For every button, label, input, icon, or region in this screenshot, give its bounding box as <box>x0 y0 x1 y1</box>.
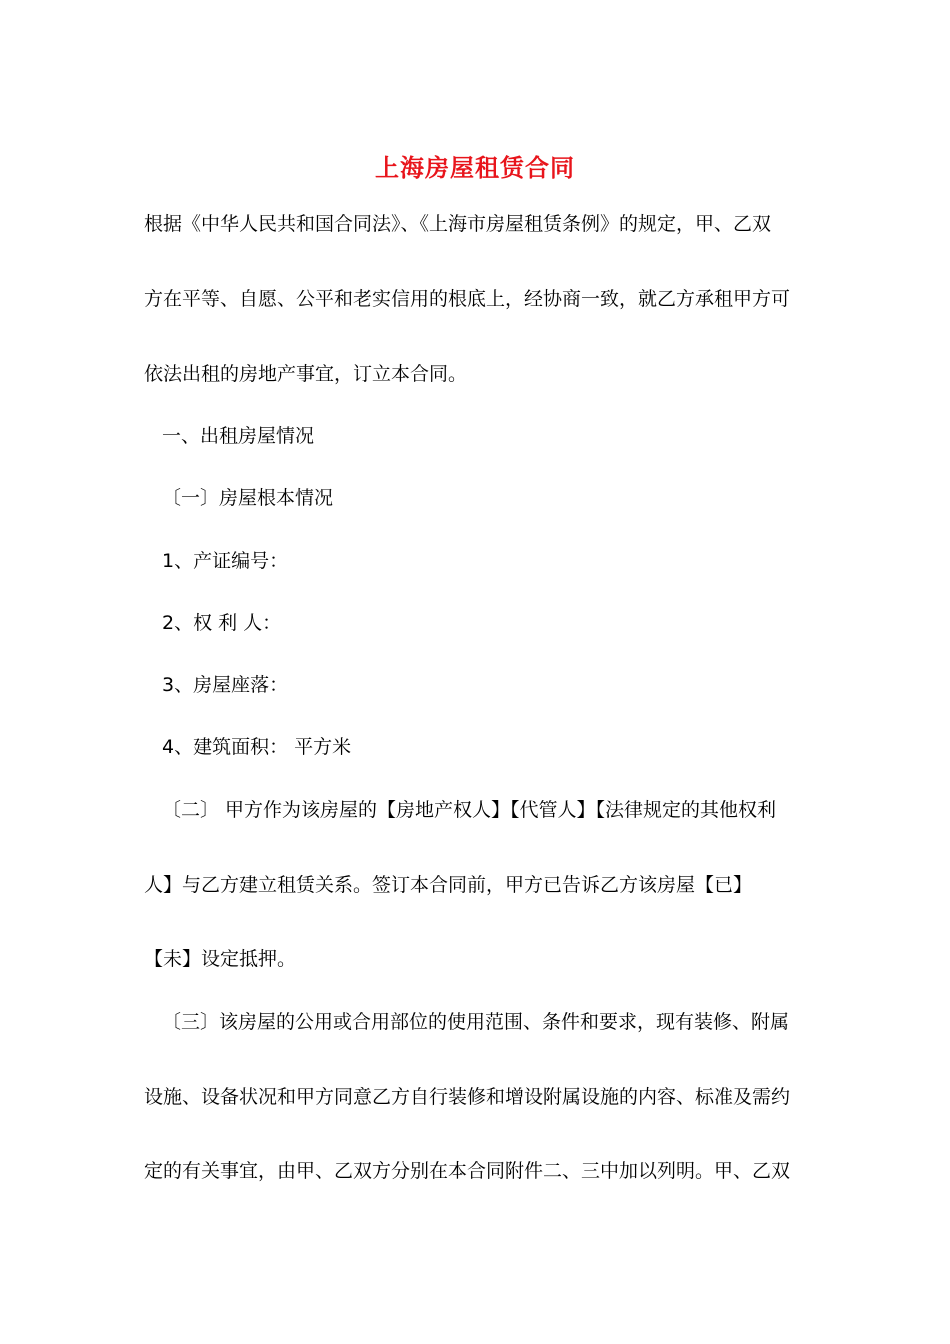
form-field-label: 1、产证编号： <box>162 550 289 572</box>
document-title: 上海房屋租赁合同 <box>375 153 575 182</box>
paragraph-line: 人】与乙方建立租赁关系。签订本合同前，甲方已告诉乙方该房屋【已】 <box>144 874 753 896</box>
paragraph-line: 定的有关事宜，由甲、乙双方分别在本合同附件二、三中加以列明。甲、乙双 <box>144 1160 791 1182</box>
form-field-label: 2、权 利 人： <box>162 612 282 634</box>
paragraph-line: 根据《中华人民共和国合同法》、《上海市房屋租赁条例》的规定，甲、乙双 <box>144 213 772 235</box>
form-field-label: 4、建筑面积： 平方米 <box>162 736 352 758</box>
subsection-heading: 〔一〕房屋根本情况 <box>162 487 334 509</box>
paragraph-line: 设施、设备状况和甲方同意乙方自行装修和增设附属设施的内容、标准及需约 <box>144 1086 791 1108</box>
paragraph-line: 〔三〕该房屋的公用或合用部位的使用范围、条件和要求，现有装修、附属 <box>162 1011 790 1033</box>
paragraph-line: 依法出租的房地产事宜，订立本合同。 <box>144 363 468 385</box>
section-heading: 一、出租房屋情况 <box>162 425 315 447</box>
form-field-label: 3、房屋座落： <box>162 674 289 696</box>
paragraph-line: 〔二〕 甲方作为该房屋的【房地产权人】【代管人】【法律规定的其他权利 <box>162 799 777 821</box>
paragraph-line: 【未】设定抵押。 <box>144 948 297 970</box>
paragraph-line: 方在平等、自愿、公平和老实信用的根底上，经协商一致，就乙方承租甲方可 <box>144 288 791 310</box>
